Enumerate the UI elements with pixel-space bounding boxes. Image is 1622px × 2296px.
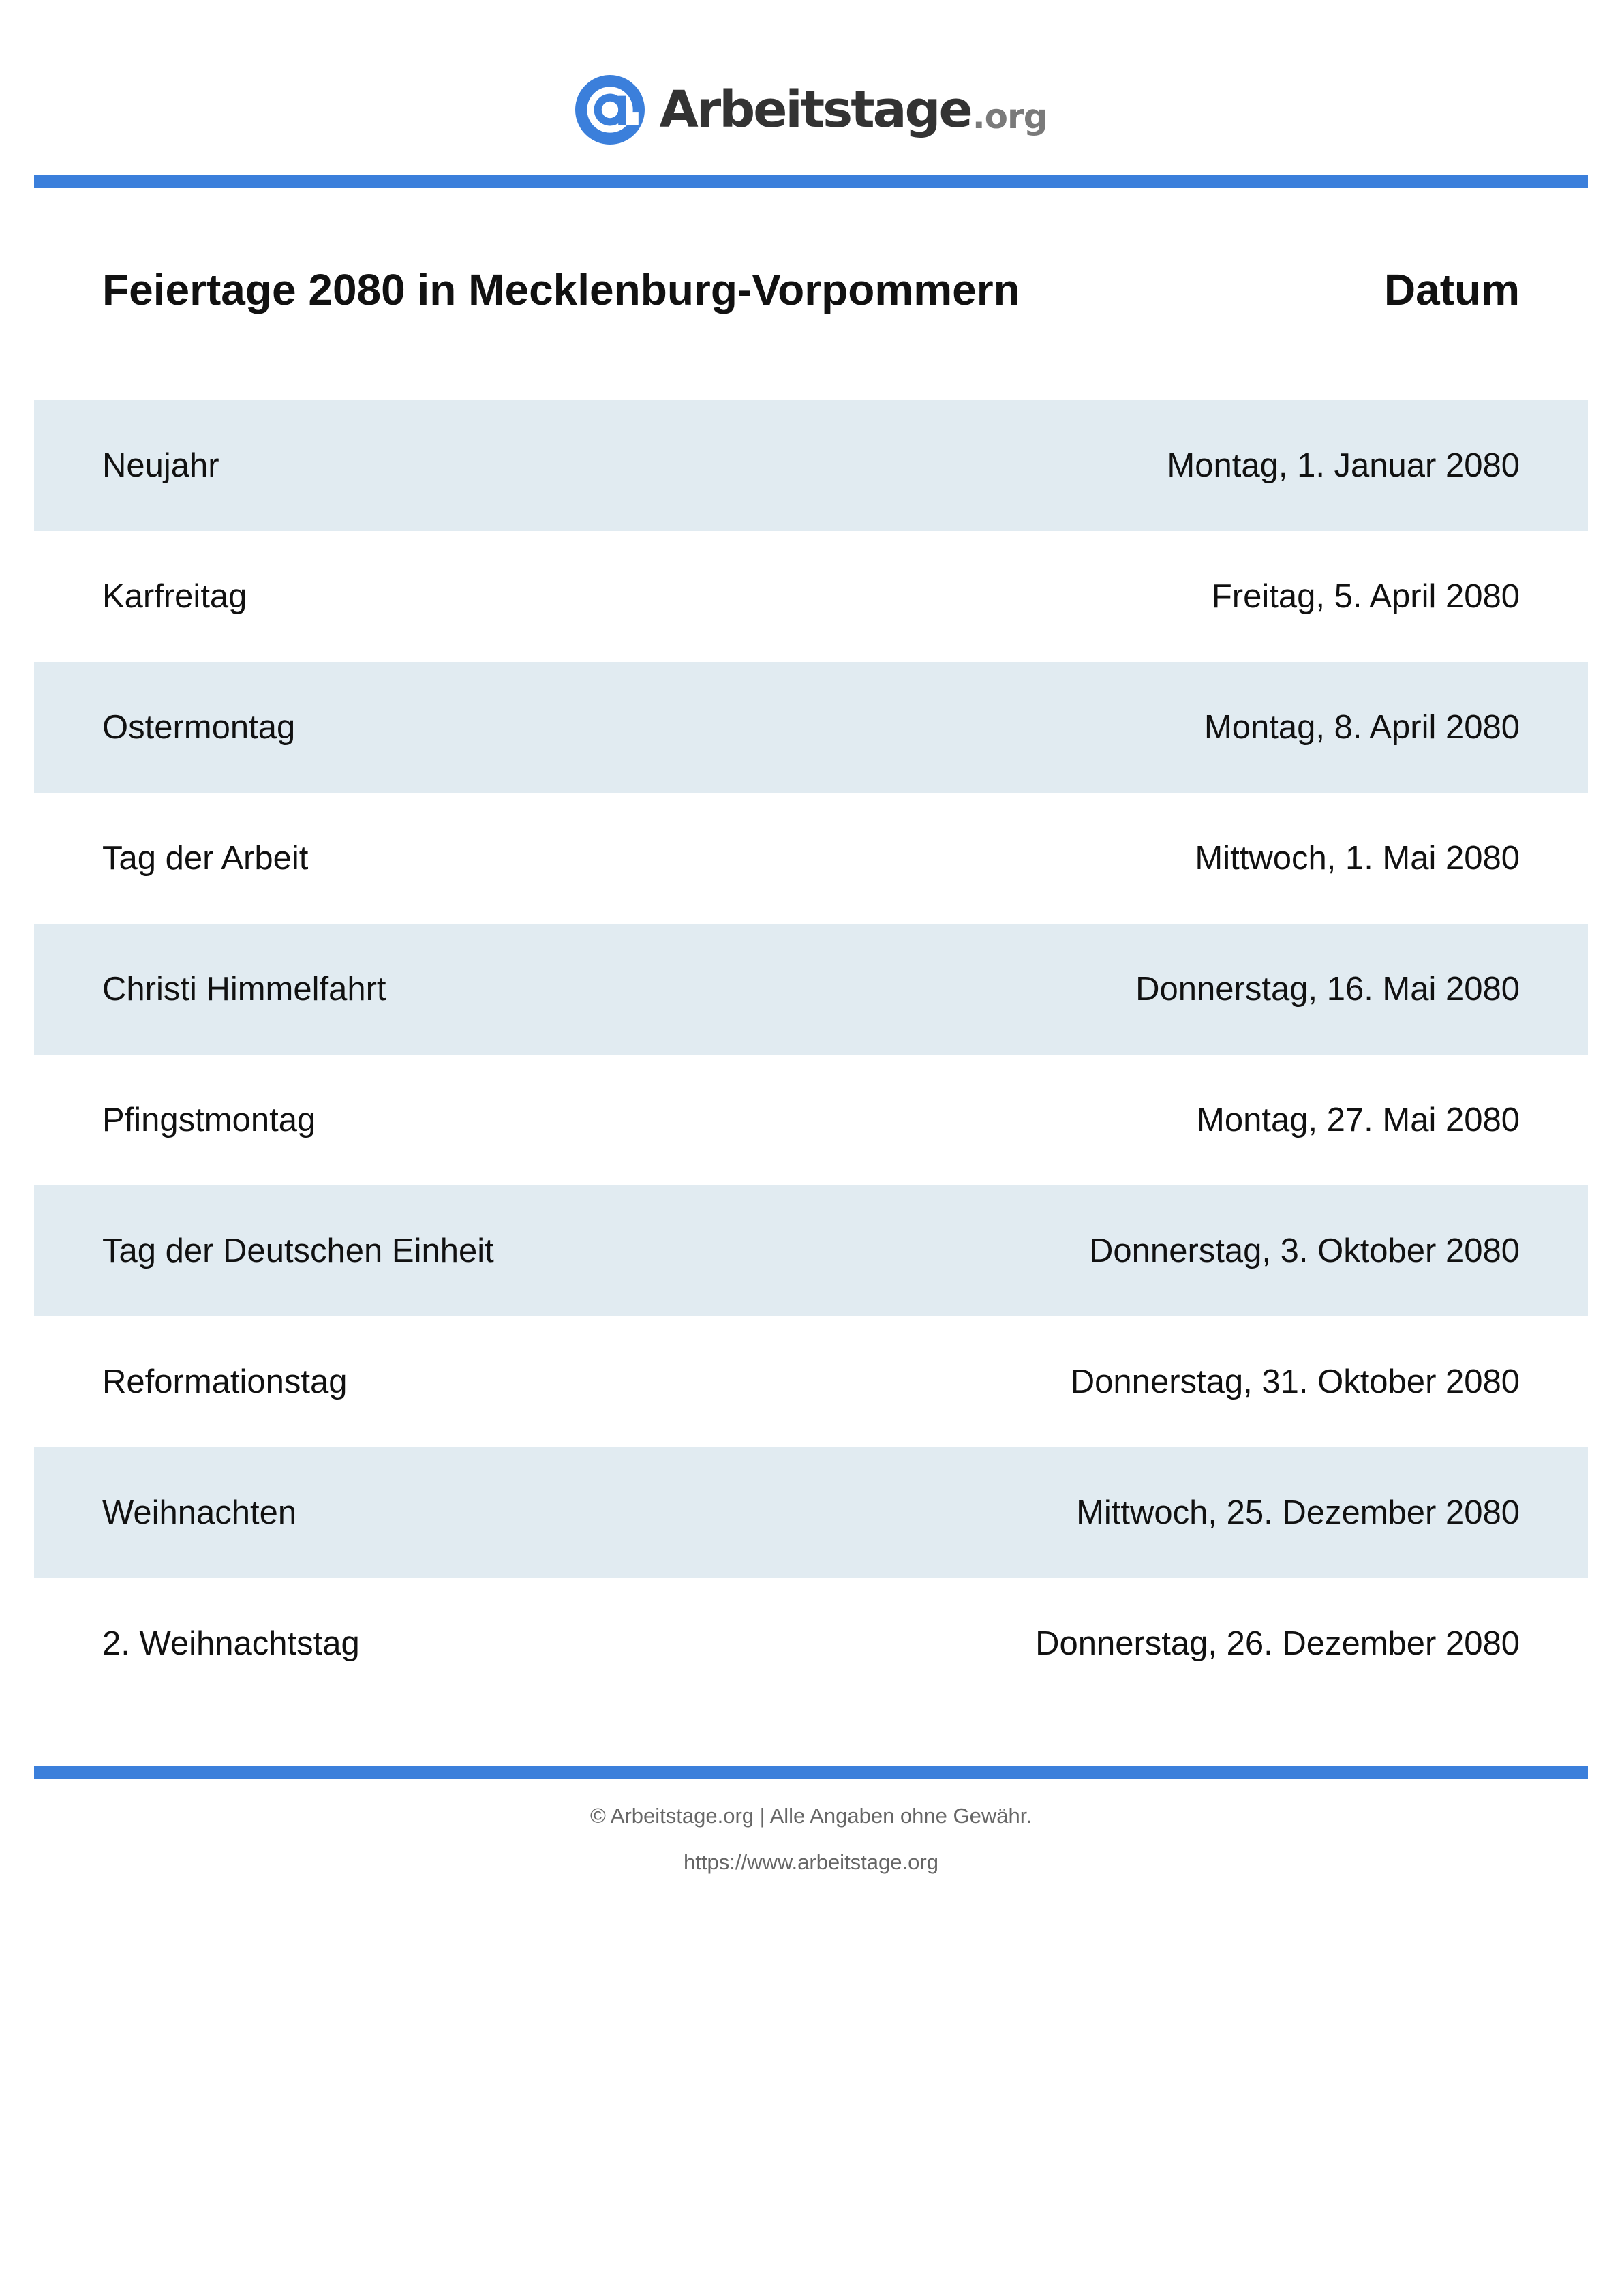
table-row — [34, 793, 1588, 924]
holiday-date: Donnerstag, 3. Oktober 2080 — [1089, 1233, 1520, 1269]
holiday-date: Freitag, 5. April 2080 — [1211, 578, 1520, 615]
at-sign-icon — [575, 75, 645, 145]
holiday-date: Donnerstag, 16. Mai 2080 — [1135, 971, 1520, 1008]
footer-url[interactable]: https://www.arbeitstage.org — [684, 1850, 938, 1874]
table-row — [34, 531, 1588, 662]
holiday-table — [34, 225, 1588, 1709]
holiday-name: Neujahr — [102, 447, 219, 484]
holiday-name: Tag der Arbeit — [102, 840, 309, 877]
logo-wordmark: Arbeitstage — [659, 80, 971, 139]
holiday-name: Reformationstag — [102, 1363, 348, 1400]
holiday-name: Karfreitag — [102, 578, 247, 615]
table-row — [34, 1055, 1588, 1185]
logo-group — [575, 74, 1047, 146]
holiday-name: Weihnachten — [102, 1494, 297, 1531]
holiday-date: Mittwoch, 1. Mai 2080 — [1195, 840, 1520, 877]
holiday-name: Pfingstmontag — [102, 1102, 316, 1138]
holiday-date: Montag, 27. Mai 2080 — [1197, 1102, 1520, 1138]
table-row — [34, 1447, 1588, 1578]
holiday-date: Montag, 8. April 2080 — [1204, 709, 1520, 746]
holiday-name: Tag der Deutschen Einheit — [102, 1233, 494, 1269]
holiday-name: Ostermontag — [102, 709, 296, 746]
table-body — [34, 400, 1588, 1709]
table-row — [34, 662, 1588, 793]
footer-copyright: © Arbeitstage.org | Alle Angaben ohne Gewähr. — [590, 1804, 1032, 1828]
table-row — [34, 924, 1588, 1055]
holiday-date: Donnerstag, 31. Oktober 2080 — [1070, 1363, 1520, 1400]
table-row — [34, 1185, 1588, 1316]
holiday-name: Christi Himmelfahrt — [102, 971, 386, 1008]
table-row — [34, 400, 1588, 531]
table-header — [34, 225, 1588, 400]
date-column-header: Datum — [1383, 265, 1520, 314]
holiday-date: Montag, 1. Januar 2080 — [1167, 447, 1520, 484]
footer-divider — [34, 1766, 1588, 1779]
header-divider — [34, 175, 1588, 188]
holiday-date: Mittwoch, 25. Dezember 2080 — [1076, 1494, 1520, 1531]
logo-domain-suffix: .org — [972, 97, 1047, 136]
holiday-date: Donnerstag, 26. Dezember 2080 — [1035, 1625, 1520, 1662]
table-row — [34, 1316, 1588, 1447]
site-logo[interactable] — [0, 74, 1622, 146]
table-title: Feiertage 2080 in Mecklenburg-Vorpommern — [102, 265, 1020, 314]
holiday-name: 2. Weihnachtstag — [102, 1625, 360, 1662]
table-row — [34, 1578, 1588, 1709]
